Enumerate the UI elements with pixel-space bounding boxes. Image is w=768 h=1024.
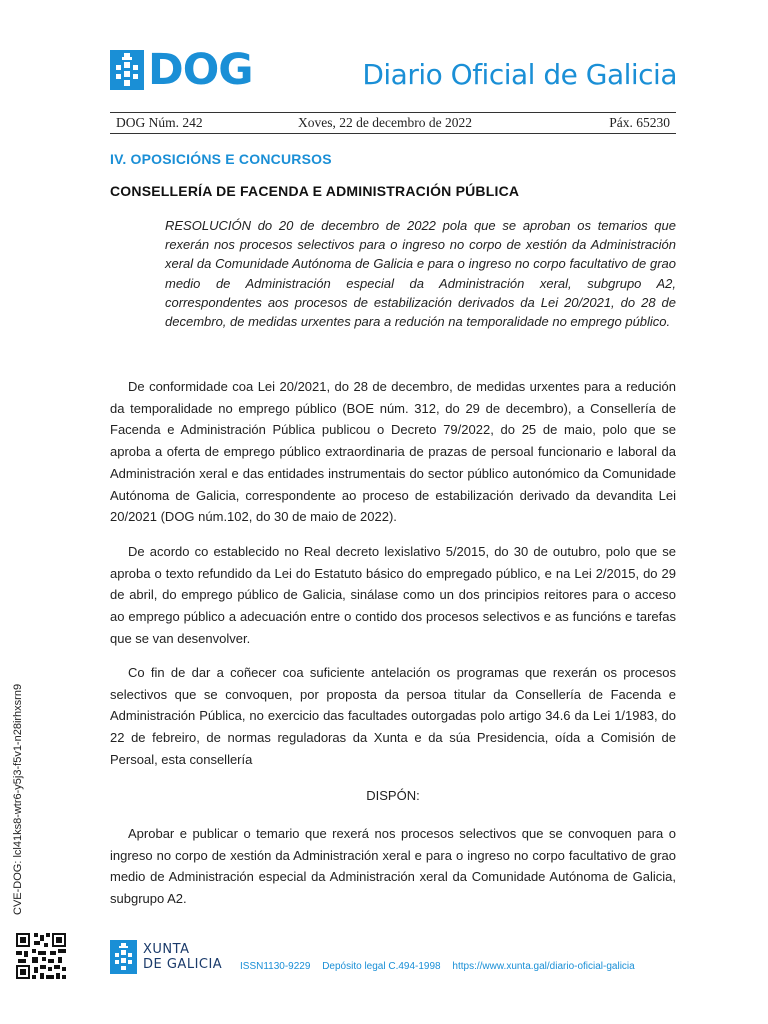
body-paragraph: De conformidade coa Lei 20/2021, do 28 de decembro, de medidas urxentes para a redución da temporalidade no emprego público (BOE núm. 312, do 29 de decembro), a Consellería de Facenda e Administración Pública publicou o Decreto 79/2022, do 25 de maio, polo que se aproba a oferta de emprego público extraordinaria de prazas de persoal funcionario e laboral da Administración xeral e das entidades instrumentais do sector público autonómico da Comunidade Autónoma de Galicia, correspondente ao proceso de estabilización derivado da devandita Lei 20/2021 (DOG núm.102, do 30 de maio de 2022). bbox=[110, 379, 676, 525]
footer-url-link[interactable]: https://www.xunta.gal/diario-oficial-galicia bbox=[452, 961, 635, 972]
xunta-line-2: DE GALICIA bbox=[143, 957, 223, 972]
xunta-logo bbox=[110, 940, 222, 974]
resolution-summary: RESOLUCIÓN do 20 de decembro de 2022 pola que se aproban os temarios que rexerán nos procesos selectivos para o ingreso no corpo de xestión da Administración xeral da Comunidade Autónoma de Galicia e para o ingreso no corpo facultativo de grao medio de Administración especial da Administración xeral, subgrupo A2, correspondentes aos procesos de estabilización derivados da Lei 20/2021, do 28 de decembro, de medidas urxentes para a redución na temporalidade no emprego público. bbox=[165, 218, 676, 330]
xunta-shield-icon bbox=[110, 940, 137, 974]
cve-code: CVE-DOG: lcl41ks8-wtr6-y5j3-f5v1-n28irhxsrn9 bbox=[12, 683, 24, 915]
issue-header bbox=[110, 112, 676, 134]
page-number: Páx. 65230 bbox=[609, 115, 670, 130]
body-paragraph: Co fin de dar a coñecer coa suficiente antelación os programas que rexerán os procesos selectivos que se convoquen, por proposta da persoa titular da Consellería de Facenda e Administración Pública, no exercicio das facultades outorgadas polo artigo 34.6 da Lei 1/1983, do 22 de febreiro, de normas reguladoras da Xunta e da súa Presidencia, oída a Comisión de Persoal, esta consellería bbox=[110, 665, 676, 767]
xunta-line-1: XUNTA bbox=[143, 942, 190, 957]
logo-text: DOG bbox=[148, 45, 253, 95]
brand-title: Diario Oficial de Galicia bbox=[362, 58, 677, 91]
dog-logo bbox=[110, 45, 253, 95]
xunta-wordmark bbox=[143, 942, 222, 972]
body-paragraph: De acordo co establecido no Real decreto lexislativo 5/2015, do 30 de outubro, polo que se aproba o texto refundido da Lei do Estatuto básico do empregado público, e na Lei 2/2015, do 29 de abril, do emprego público de Galicia, sinálase como un dos principios reitores para o acceso ao emprego público a adecuación entre o contido dos procesos selectivos e as funcións e tarefas que se van desenvolver. bbox=[110, 544, 676, 646]
qr-code-icon bbox=[16, 933, 66, 979]
deposito-legal: Depósito legal C.494-1998 bbox=[322, 961, 441, 972]
section-title: IV. OPOSICIÓNS E CONCURSOS bbox=[110, 151, 332, 167]
issue-date: Xoves, 22 de decembro de 2022 bbox=[298, 115, 472, 130]
galicia-shield-icon bbox=[110, 50, 144, 90]
issue-number: DOG Núm. 242 bbox=[116, 115, 203, 130]
footer-info bbox=[240, 961, 644, 972]
department-title: CONSELLERÍA DE FACENDA E ADMINISTRACIÓN PÚBLICA bbox=[110, 183, 520, 199]
body-paragraph: Aprobar e publicar o temario que rexerá nos procesos selectivos que se convoquen para o ingreso no corpo de xestión da Administración xeral e para o ingreso no corpo facultativo de grao medio de Administración especial da Administración xeral da Comunidade Autónoma de Galicia, subgrupo A2. bbox=[110, 826, 676, 907]
dispon-heading: DISPÓN: bbox=[366, 788, 420, 803]
issn: ISSN1130-9229 bbox=[240, 961, 311, 972]
